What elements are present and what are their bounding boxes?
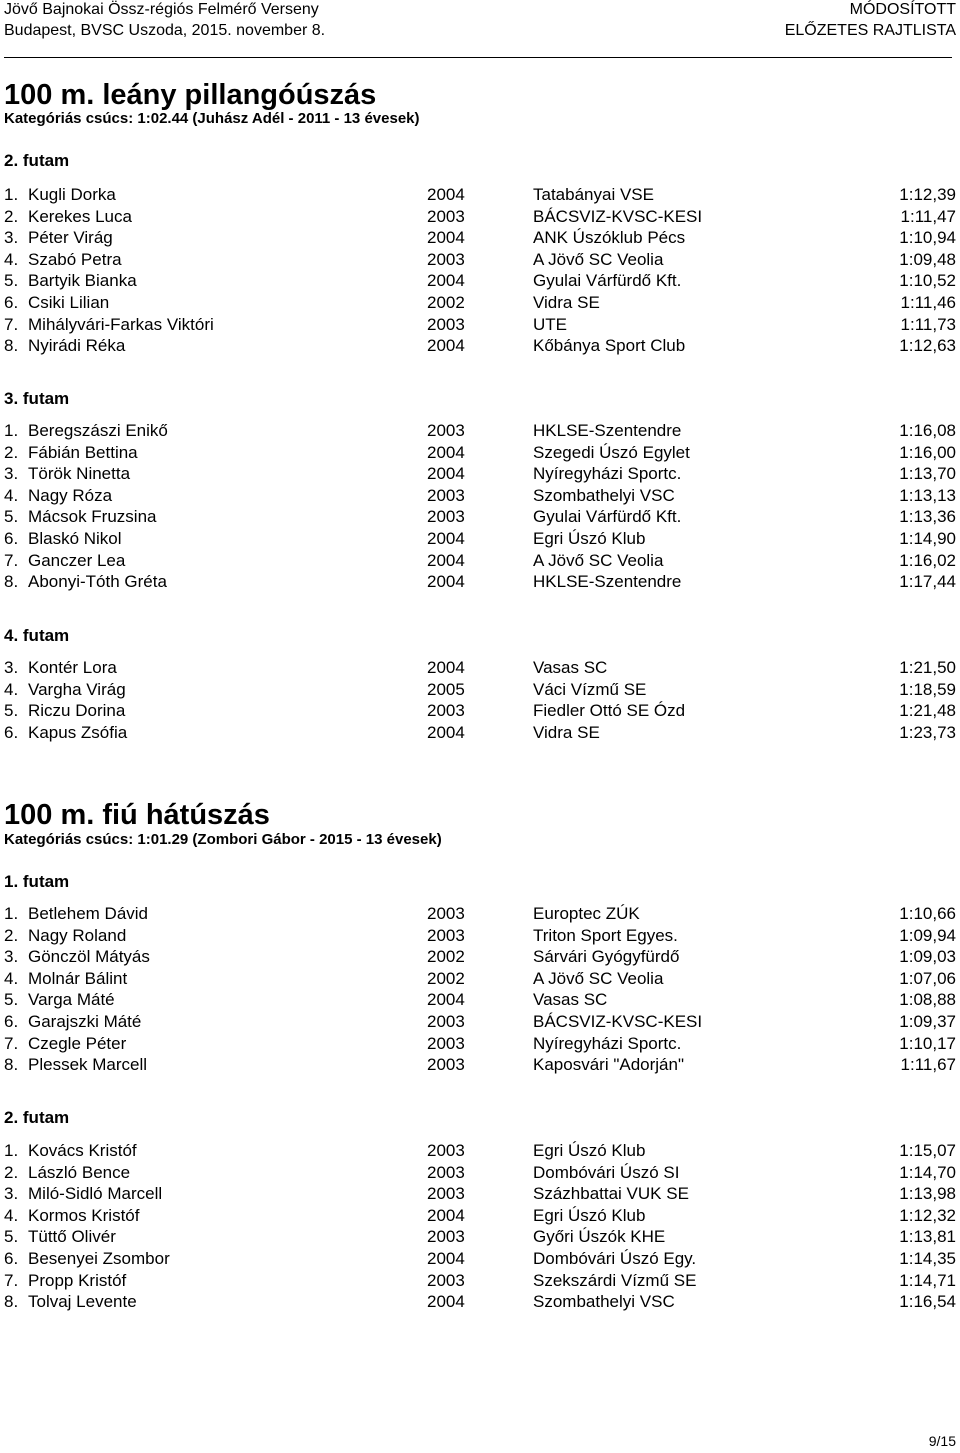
birth-year: 2003	[427, 904, 465, 923]
heat-position: 1.	[4, 1141, 19, 1160]
birth-year: 2005	[427, 680, 465, 699]
heat-position: 6.	[4, 293, 19, 312]
birth-year: 2003	[427, 926, 465, 945]
competition-name: Jövő Bajnokai Össz-régiós Felmérő Verseny	[4, 1, 319, 18]
heat-position: 3.	[4, 658, 19, 677]
swimmer-name: Mihályvári-Farkas Viktóri	[28, 315, 214, 334]
category-record: Kategóriás csúcs: 1:02.44 (Juhász Adél - 2011 - 13 évesek)	[4, 110, 420, 127]
heat-position: 3.	[4, 464, 19, 483]
heat-position: 3.	[4, 1184, 19, 1203]
entry-time: 1:14,70	[899, 1163, 956, 1182]
heat-position: 8.	[4, 1055, 19, 1074]
birth-year: 2002	[427, 293, 465, 312]
club-name: A Jövő SC Veolia	[533, 969, 664, 988]
swimmer-name: Ganczer Lea	[28, 551, 126, 570]
birth-year: 2003	[427, 507, 465, 526]
swimmer-name: Czegle Péter	[28, 1034, 127, 1053]
entry-time: 1:11,67	[900, 1055, 956, 1074]
entry-time: 1:14,90	[899, 529, 956, 548]
entry-time: 1:15,07	[899, 1141, 956, 1160]
birth-year: 2004	[427, 228, 465, 247]
swimmer-name: Mácsok Fruzsina	[28, 507, 157, 526]
birth-year: 2003	[427, 1271, 465, 1290]
swimmer-name: László Bence	[28, 1163, 131, 1182]
entry-row	[4, 1205, 956, 1227]
birth-year: 2003	[427, 1141, 465, 1160]
entry-row	[4, 506, 956, 528]
heat-label: 4. futam	[4, 626, 70, 645]
heat-position: 4.	[4, 1206, 19, 1225]
entry-row	[4, 903, 956, 925]
heat-position: 7.	[4, 1034, 19, 1053]
page-header	[4, 0, 956, 60]
swimmer-name: Beregszászi Enikő	[28, 421, 168, 440]
entry-time: 1:11,46	[900, 293, 956, 312]
entry-row	[4, 989, 956, 1011]
entry-row	[4, 968, 956, 990]
club-name: Kaposvári "Adorján"	[533, 1055, 684, 1074]
swimmer-name: Gönczöl Mátyás	[28, 947, 150, 966]
heat-position: 1.	[4, 185, 19, 204]
heat-position: 2.	[4, 926, 19, 945]
entry-row	[4, 227, 956, 249]
list-type-label: ELŐZETES RAJTLISTA	[784, 22, 956, 39]
entry-row	[4, 528, 956, 550]
swimmer-name: Miló-Sidló Marcell	[28, 1184, 163, 1203]
entry-time: 1:16,00	[899, 443, 956, 462]
club-name: Europtec ZÚK	[533, 904, 640, 923]
birth-year: 2004	[427, 336, 465, 355]
swimmer-name: Tolvaj Levente	[28, 1292, 137, 1311]
birth-year: 2004	[427, 271, 465, 290]
club-name: A Jövő SC Veolia	[533, 551, 664, 570]
entry-time: 1:12,32	[899, 1206, 956, 1225]
heat-position: 5.	[4, 1227, 19, 1246]
entry-time: 1:13,81	[899, 1227, 956, 1246]
heat-position: 8.	[4, 572, 19, 591]
swimmer-name: Nagy Roland	[28, 926, 127, 945]
entry-time: 1:11,47	[900, 207, 956, 226]
swimmer-name: Riczu Dorina	[28, 701, 126, 720]
entry-row	[4, 1270, 956, 1292]
birth-year: 2003	[427, 701, 465, 720]
heat-position: 2.	[4, 207, 19, 226]
heat-position: 6.	[4, 529, 19, 548]
heat-position: 4.	[4, 250, 19, 269]
heat-position: 5.	[4, 701, 19, 720]
birth-year: 2004	[427, 464, 465, 483]
club-name: Tatabányai VSE	[533, 185, 654, 204]
entry-row	[4, 184, 956, 206]
club-name: Szekszárdi Vízmű SE	[533, 1271, 697, 1290]
swimmer-name: Kontér Lora	[28, 658, 117, 677]
club-name: Egri Úszó Klub	[533, 1206, 646, 1225]
entry-row	[4, 700, 956, 722]
entry-time: 1:14,71	[899, 1271, 956, 1290]
heat-position: 1.	[4, 421, 19, 440]
swimmer-name: Blaskó Nikol	[28, 529, 122, 548]
heat-position: 5.	[4, 507, 19, 526]
entry-row	[4, 657, 956, 679]
swimmer-name: Plessek Marcell	[28, 1055, 148, 1074]
swimmer-name: Nyirádi Réka	[28, 336, 126, 355]
page-number: 9/15	[928, 1433, 956, 1449]
birth-year: 2003	[427, 1055, 465, 1074]
heat-position: 1.	[4, 904, 19, 923]
entry-row	[4, 292, 956, 314]
heat-position: 6.	[4, 1012, 19, 1031]
heat-position: 6.	[4, 723, 19, 742]
entry-row	[4, 270, 956, 292]
club-name: Triton Sport Egyes.	[533, 926, 678, 945]
entry-time: 1:13,98	[899, 1184, 956, 1203]
entry-row	[4, 1183, 956, 1205]
entry-row	[4, 249, 956, 271]
heat-position: 3.	[4, 947, 19, 966]
heat-position: 2.	[4, 443, 19, 462]
swimmer-name: Betlehem Dávid	[28, 904, 149, 923]
heat-position: 7.	[4, 315, 19, 334]
entry-row	[4, 1248, 956, 1270]
heat-position: 8.	[4, 1292, 19, 1311]
club-name: Vasas SC	[533, 990, 608, 1009]
event-title: 100 m. fiú hátúszás	[4, 799, 270, 831]
swimmer-name: Molnár Bálint	[28, 969, 128, 988]
birth-year: 2004	[427, 1249, 465, 1268]
birth-year: 2004	[427, 529, 465, 548]
club-name: UTE	[533, 315, 567, 334]
heat-position: 5.	[4, 990, 19, 1009]
heat-position: 2.	[4, 1163, 19, 1182]
club-name: Győri Úszók KHE	[533, 1227, 666, 1246]
venue-date: Budapest, BVSC Uszoda, 2015. november 8.	[4, 22, 326, 39]
entry-time: 1:23,73	[899, 723, 956, 742]
birth-year: 2004	[427, 990, 465, 1009]
club-name: ANK Úszóklub Pécs	[533, 228, 686, 247]
entry-time: 1:09,37	[899, 1012, 956, 1031]
swimmer-name: Varga Máté	[28, 990, 115, 1009]
entry-time: 1:21,50	[899, 658, 956, 677]
entry-time: 1:12,39	[899, 185, 956, 204]
entry-time: 1:10,66	[899, 904, 956, 923]
club-name: Szombathelyi VSC	[533, 486, 675, 505]
entry-row	[4, 550, 956, 572]
club-name: Nyíregyházi Sportc.	[533, 1034, 682, 1053]
birth-year: 2004	[427, 1206, 465, 1225]
birth-year: 2004	[427, 551, 465, 570]
club-name: HKLSE-Szentendre	[533, 572, 682, 591]
swimmer-name: Besenyei Zsombor	[28, 1249, 170, 1268]
entry-time: 1:10,52	[899, 271, 956, 290]
entry-row	[4, 1162, 956, 1184]
entry-time: 1:09,48	[899, 250, 956, 269]
club-name: Nyíregyházi Sportc.	[533, 464, 682, 483]
birth-year: 2002	[427, 947, 465, 966]
club-name: HKLSE-Szentendre	[533, 421, 682, 440]
birth-year: 2003	[427, 1012, 465, 1031]
entry-row	[4, 463, 956, 485]
entry-time: 1:10,94	[899, 228, 956, 247]
club-name: Dombóvári Úszó SI	[533, 1163, 680, 1182]
entry-row	[4, 679, 956, 701]
birth-year: 2004	[427, 723, 465, 742]
club-name: Sárvári Gyógyfürdő	[533, 947, 680, 966]
birth-year: 2004	[427, 572, 465, 591]
heat-position: 4.	[4, 486, 19, 505]
heat-label: 2. futam	[4, 151, 70, 170]
swimmer-name: Kugli Dorka	[28, 185, 116, 204]
heat-position: 7.	[4, 1271, 19, 1290]
club-name: Dombóvári Úszó Egy.	[533, 1249, 697, 1268]
entry-time: 1:10,17	[899, 1034, 956, 1053]
birth-year: 2003	[427, 486, 465, 505]
club-name: Gyulai Várfürdő Kft.	[533, 507, 682, 526]
birth-year: 2004	[427, 443, 465, 462]
club-name: Gyulai Várfürdő Kft.	[533, 271, 682, 290]
entry-time: 1:18,59	[899, 680, 956, 699]
swimmer-name: Kormos Kristóf	[28, 1206, 140, 1225]
entry-row	[4, 485, 956, 507]
birth-year: 2003	[427, 207, 465, 226]
swimmer-name: Kovács Kristóf	[28, 1141, 137, 1160]
entry-row	[4, 1054, 956, 1076]
entry-row	[4, 722, 956, 744]
swimmer-name: Kapus Zsófia	[28, 723, 128, 742]
entry-row	[4, 335, 956, 357]
heat-position: 4.	[4, 680, 19, 699]
club-name: BÁCSVIZ-KVSC-KESI	[533, 207, 703, 226]
entry-time: 1:07,06	[899, 969, 956, 988]
birth-year: 2003	[427, 1227, 465, 1246]
entry-row	[4, 1291, 956, 1313]
entry-row	[4, 571, 956, 593]
swimmer-name: Abonyi-Tóth Gréta	[28, 572, 167, 591]
club-name: Vidra SE	[533, 293, 600, 312]
birth-year: 2004	[427, 185, 465, 204]
swimmer-name: Szabó Petra	[28, 250, 122, 269]
birth-year: 2004	[427, 658, 465, 677]
entry-row	[4, 946, 956, 968]
event-title: 100 m. leány pillangóúszás	[4, 79, 377, 111]
club-name: Szombathelyi VSC	[533, 1292, 675, 1311]
heat-position: 5.	[4, 271, 19, 290]
entry-time: 1:13,70	[899, 464, 956, 483]
swimmer-name: Nagy Róza	[28, 486, 113, 505]
club-name: Fiedler Ottó SE Ózd	[533, 701, 686, 720]
entry-row	[4, 420, 956, 442]
entry-row	[4, 1011, 956, 1033]
entry-time: 1:11,73	[900, 315, 956, 334]
club-name: Százhbattai VUK SE	[533, 1184, 689, 1203]
entry-time: 1:17,44	[899, 572, 956, 591]
club-name: A Jövő SC Veolia	[533, 250, 664, 269]
swimmer-name: Fábián Bettina	[28, 443, 138, 462]
birth-year: 2003	[427, 250, 465, 269]
birth-year: 2003	[427, 1034, 465, 1053]
entry-time: 1:09,03	[899, 947, 956, 966]
swimmer-name: Tüttő Olivér	[28, 1227, 116, 1246]
club-name: Váci Vízmű SE	[533, 680, 647, 699]
heat-position: 6.	[4, 1249, 19, 1268]
club-name: Szegedi Úszó Egylet	[533, 443, 690, 462]
swimmer-name: Vargha Virág	[28, 680, 126, 699]
swimmer-name: Garajszki Máté	[28, 1012, 142, 1031]
birth-year: 2003	[427, 1163, 465, 1182]
header-divider	[4, 57, 952, 58]
entry-time: 1:21,48	[899, 701, 956, 720]
entry-time: 1:16,08	[899, 421, 956, 440]
heat-label: 3. futam	[4, 389, 70, 408]
heat-position: 4.	[4, 969, 19, 988]
entry-row	[4, 925, 956, 947]
club-name: Vidra SE	[533, 723, 600, 742]
category-record: Kategóriás csúcs: 1:01.29 (Zombori Gábor - 2015 - 13 évesek)	[4, 831, 442, 848]
entry-time: 1:16,02	[899, 551, 956, 570]
club-name: Vasas SC	[533, 658, 608, 677]
birth-year: 2003	[427, 315, 465, 334]
swimmer-name: Kerekes Luca	[28, 207, 132, 226]
heat-label: 2. futam	[4, 1108, 70, 1127]
entry-time: 1:16,54	[899, 1292, 956, 1311]
entry-time: 1:13,36	[899, 507, 956, 526]
entry-time: 1:13,13	[899, 486, 956, 505]
club-name: Kőbánya Sport Club	[533, 336, 686, 355]
swimmer-name: Péter Virág	[28, 228, 113, 247]
entry-row	[4, 1033, 956, 1055]
birth-year: 2004	[427, 1292, 465, 1311]
birth-year: 2002	[427, 969, 465, 988]
heat-position: 8.	[4, 336, 19, 355]
entry-row	[4, 1140, 956, 1162]
birth-year: 2003	[427, 1184, 465, 1203]
swimmer-name: Török Ninetta	[28, 464, 131, 483]
birth-year: 2003	[427, 421, 465, 440]
swimmer-name: Propp Kristóf	[28, 1271, 127, 1290]
heat-position: 3.	[4, 228, 19, 247]
entry-row	[4, 442, 956, 464]
entry-time: 1:14,35	[899, 1249, 956, 1268]
club-name: Egri Úszó Klub	[533, 1141, 646, 1160]
heat-label: 1. futam	[4, 872, 70, 891]
entry-time: 1:09,94	[899, 926, 956, 945]
entry-row	[4, 206, 956, 228]
entry-row	[4, 1226, 956, 1248]
club-name: Egri Úszó Klub	[533, 529, 646, 548]
entry-time: 1:08,88	[899, 990, 956, 1009]
swimmer-name: Bartyik Bianka	[28, 271, 137, 290]
heat-position: 7.	[4, 551, 19, 570]
club-name: BÁCSVIZ-KVSC-KESI	[533, 1012, 703, 1031]
entry-time: 1:12,63	[899, 336, 956, 355]
entry-row	[4, 314, 956, 336]
swimmer-name: Csiki Lilian	[28, 293, 110, 312]
status-label: MÓDOSÍTOTT	[849, 1, 956, 18]
